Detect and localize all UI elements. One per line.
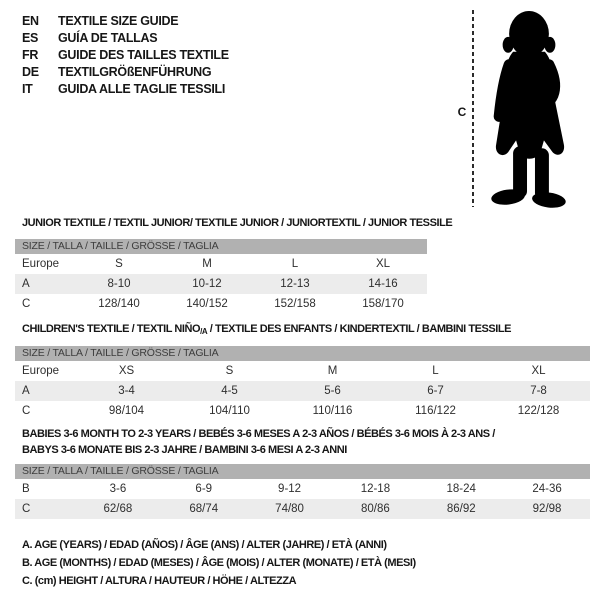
table-row-age-months	[15, 479, 590, 499]
table-cell: 6-9	[195, 483, 213, 495]
language-code: ES	[22, 31, 39, 45]
size-header-bar: SIZE / TALLA / TAILLE / GRÖSSE / TAGLIA	[15, 464, 590, 479]
table-cell: 4-5	[221, 385, 238, 397]
size-header-bar: SIZE / TALLA / TAILLE / GRÖSSE / TAGLIA	[15, 239, 427, 254]
table-cell: 116/122	[415, 405, 456, 417]
language-code: DE	[22, 65, 39, 79]
language-guide-label: GUIDA ALLE TAGLIE TESSILI	[58, 82, 226, 96]
row-label: C	[22, 298, 31, 310]
junior-table-title: JUNIOR TEXTILE / TEXTIL JUNIOR/ TEXTILE JUNIOR / JUNIORTEXTIL / JUNIOR TESSILE	[22, 217, 453, 229]
row-label: C	[22, 405, 31, 417]
table-cell: M	[202, 258, 212, 270]
table-row-europe	[15, 254, 427, 274]
row-label: B	[22, 483, 30, 495]
language-guide-label: GUIDE DES TAILLES TEXTILE	[58, 48, 229, 62]
table-row-height	[15, 294, 427, 314]
table-cell: 86/92	[446, 503, 476, 515]
table-cell: 158/170	[362, 298, 404, 310]
babies-title-line2: BABYS 3-6 MONATE BIS 2-3 JAHRE / BAMBINI 3-6 MESI A 2-3 ANNI	[22, 444, 347, 456]
language-row-en	[22, 13, 229, 30]
table-cell: L	[291, 258, 299, 270]
table-cell: 92/98	[532, 503, 562, 515]
table-cell: 104/110	[209, 405, 250, 417]
table-cell: 9-12	[278, 483, 302, 495]
footnotes-list	[22, 536, 416, 590]
table-cell: 3-6	[109, 483, 127, 495]
table-cell: 80/86	[361, 503, 390, 515]
table-cell: 152/158	[274, 298, 316, 310]
row-label: C	[22, 503, 31, 515]
size-header-bar: SIZE / TALLA / TAILLE / GRÖSSE / TAGLIA	[15, 346, 590, 361]
table-cell: 5-6	[324, 385, 341, 397]
table-cell: 128/140	[98, 298, 140, 310]
table-cell: 110/116	[312, 405, 353, 417]
table-cell: 140/152	[186, 298, 228, 310]
language-code: IT	[22, 82, 33, 96]
children-size-table	[15, 346, 590, 421]
table-cell: 12-13	[280, 278, 310, 290]
footnote-a: A. AGE (YEARS) / EDAD (AÑOS) / ÂGE (ANS) / ALTER (JAHRE) / ETÀ (ANNI)	[22, 539, 387, 551]
table-cell: XL	[375, 258, 391, 270]
language-row-es	[22, 30, 229, 47]
children-title-pre: CHILDREN'S TEXTILE / TEXTIL NIÑO	[22, 323, 201, 335]
table-cell: XL	[531, 365, 546, 377]
row-label: A	[22, 385, 30, 397]
table-cell: 24-36	[532, 483, 562, 495]
table-row-europe	[15, 361, 590, 381]
babies-size-table	[15, 464, 590, 519]
language-row-it	[22, 81, 229, 98]
table-cell: XS	[118, 365, 135, 377]
junior-size-table	[15, 239, 427, 314]
table-row-age	[15, 274, 427, 294]
babies-table-title	[22, 426, 495, 458]
footnote-c: C. (cm) HEIGHT / ALTURA / HAUTEUR / HÖHE / ALTEZZA	[22, 575, 297, 587]
row-label: Europe	[22, 365, 60, 377]
table-cell: 122/128	[517, 405, 560, 417]
table-cell: 14-16	[368, 278, 398, 290]
children-title-post: / TEXTILE DES ENFANTS / KINDERTEXTIL / BAMBINI TESSILE	[207, 323, 512, 335]
table-cell: 10-12	[192, 278, 222, 290]
table-cell: 98/104	[108, 405, 145, 417]
table-cell: M	[327, 365, 338, 377]
language-guide-label: GUÍA DE TALLAS	[58, 31, 158, 45]
language-row-de	[22, 64, 229, 81]
table-cell: S	[115, 258, 123, 270]
table-cell: 12-18	[360, 483, 391, 495]
height-measure-label: C	[457, 105, 467, 119]
language-code: EN	[22, 14, 39, 28]
table-cell: 8-10	[107, 278, 131, 290]
language-guide-label: TEXTILE SIZE GUIDE	[58, 14, 179, 28]
table-row-height	[15, 401, 590, 421]
table-cell: 3-4	[118, 385, 135, 397]
footnote-b: B. AGE (MONTHS) / EDAD (MESES) / ÂGE (MOIS) / ALTER (MONATE) / ETÀ (MESI)	[22, 557, 416, 569]
language-row-fr	[22, 47, 229, 64]
babies-title-line1: BABIES 3-6 MONTH TO 2-3 YEARS / BEBÉS 3-6 MESES A 2-3 AÑOS / BÉBÉS 3-6 MOIS À 2-3 ANS /	[22, 428, 495, 440]
row-label: A	[22, 278, 30, 290]
children-title-subscript: /A	[200, 327, 208, 336]
table-cell: S	[225, 365, 234, 377]
table-row-age	[15, 381, 590, 401]
table-cell: 62/68	[103, 503, 133, 515]
children-table-title	[22, 321, 511, 340]
table-cell: 74/80	[275, 503, 304, 515]
language-code: FR	[22, 48, 39, 62]
toddler-silhouette-icon	[483, 9, 577, 208]
table-cell: 6-7	[427, 385, 444, 397]
table-cell: 7-8	[530, 385, 547, 397]
height-dashed-line	[472, 10, 474, 207]
language-guide-label: TEXTILGRÖßENFÜHRUNG	[58, 65, 212, 79]
row-label: Europe	[22, 258, 60, 270]
table-cell: 68/74	[189, 503, 219, 515]
table-row-height	[15, 499, 590, 519]
language-guide-list	[22, 13, 229, 98]
table-cell: L	[432, 365, 439, 377]
table-cell: 18-24	[446, 483, 476, 495]
